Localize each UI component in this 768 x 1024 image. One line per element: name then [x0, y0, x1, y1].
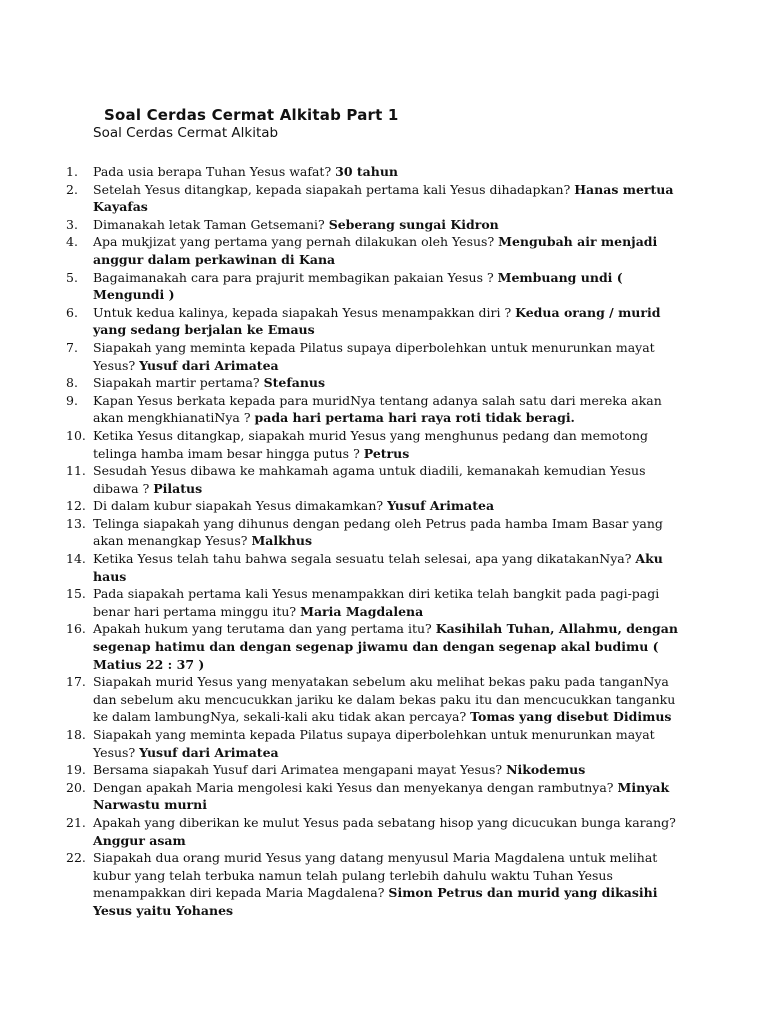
question-item: [66, 497, 686, 515]
document-subtitle: Soal Cerdas Cermat Alkitab: [93, 125, 279, 141]
question-item: [66, 163, 686, 181]
question-body: [93, 374, 686, 392]
question-item: [66, 181, 686, 216]
answer-text: Anggur asam: [93, 832, 186, 848]
question-number: 3.: [66, 216, 78, 232]
question-number: 21.: [66, 814, 86, 830]
answer-text: Stefanus: [263, 375, 326, 391]
question-text: Siapakah dua orang murid Yesus yang datang menyusul Maria Magdalena untuk melihat kubur yang telah terbuka namun telah pulang terlebih dahulu waktu Tuhan Yesus menampakkan diri kepada Maria Magdalena?: [93, 850, 658, 901]
question-text: Bagaimanakah cara para prajurit membagikan pakaian Yesus ?: [93, 269, 498, 285]
question-number: 17.: [66, 674, 86, 690]
question-item: [66, 392, 686, 427]
answer-text: Hanas mertua Kayafas: [93, 181, 674, 215]
question-number: 18.: [66, 727, 86, 742]
answer-text: Seberang sungai Kidron: [328, 216, 499, 232]
question-item: [66, 849, 686, 919]
question-body: [93, 163, 686, 181]
question-number: 9.: [66, 392, 78, 408]
question-text: Bersama siapakah Yusuf dari Arimatea mengapani mayat Yesus?: [93, 762, 507, 778]
answer-text: 30 tahun: [335, 164, 399, 179]
document-title: Soal Cerdas Cermat Alkitab Part 1: [104, 106, 399, 124]
question-item: [66, 620, 686, 673]
answer-text: pada hari pertama hari raya roti tidak beragi.: [254, 410, 575, 426]
question-text: Di dalam kubur siapakah Yesus dimakamkan?: [93, 498, 388, 514]
question-text: Setelah Yesus ditangkap, kepada siapakah pertama kali Yesus dihadapkan?: [93, 181, 575, 197]
question-text: Pada siapakah pertama kali Yesus menampakkan diri ketika telah bangkit pada pagi-pagi benar hari pertama minggu itu?: [93, 586, 660, 619]
question-text: Dimanakah letak Taman Getsemani?: [93, 216, 329, 232]
question-number: 12.: [66, 498, 86, 514]
question-number: 5.: [66, 269, 78, 285]
question-body: [93, 392, 686, 427]
question-number: 20.: [66, 779, 86, 795]
question-item: [66, 339, 686, 374]
question-body: [93, 849, 686, 919]
question-body: [93, 814, 686, 849]
answer-text: Yusuf dari Arimatea: [139, 744, 279, 760]
question-number: 11.: [66, 463, 86, 479]
question-text: Apakah yang diberikan ke mulut Yesus pada sebatang hisop yang dicucukan bunga karang?: [93, 814, 676, 830]
question-number: 16.: [66, 621, 86, 637]
question-text: Telinga siapakah yang dihunus dengan pedang oleh Petrus pada hamba Imam Basar yang akan menangkap Yesus?: [93, 515, 663, 549]
question-body: [93, 779, 686, 814]
question-body: [93, 269, 686, 304]
answer-text: Malkhus: [251, 533, 312, 549]
answer-text: Nikodemus: [506, 762, 586, 778]
question-body: [93, 515, 686, 550]
question-body: [93, 427, 686, 462]
question-body: [93, 497, 686, 515]
question-item: [66, 814, 686, 849]
question-body: [93, 726, 686, 761]
question-text: Siapakah yang meminta kepada Pilatus supaya diperbolehkan untuk menurunkan mayat Yesus?: [93, 339, 655, 373]
question-body: [93, 339, 686, 374]
question-text: Siapakah murid Yesus yang menyatakan sebelum aku melihat bekas paku pada tanganNya dan sebelum aku mencucukkan jariku ke dalam bekas paku itu dan mencucukkan tanganku ke dalam lambungNya, sekali-kali aku tidak akan percaya?: [93, 674, 676, 725]
question-item: [66, 585, 686, 620]
question-body: [93, 673, 686, 726]
question-item: [66, 673, 686, 726]
answer-text: Kedua orang / murid yang sedang berjalan ke Emaus: [93, 304, 661, 338]
question-item: [66, 550, 686, 585]
question-number: 6.: [66, 304, 78, 320]
question-body: [93, 620, 686, 673]
question-number: 4.: [66, 234, 78, 250]
question-item: [66, 779, 686, 814]
question-body: [93, 304, 686, 339]
question-item: [66, 374, 686, 392]
question-number: 13.: [66, 515, 86, 531]
question-item: [66, 515, 686, 550]
question-text: Ketika Yesus ditangkap, siapakah murid Yesus yang menghunus pedang dan memotong telinga hamba imam besar hingga putus ?: [93, 427, 648, 461]
question-item: [66, 269, 686, 304]
answer-text: Petrus: [363, 445, 410, 461]
question-text: Kapan Yesus berkata kepada para muridNya tentang adanya salah satu dari mereka akan akan mengkhianatiNya ?: [93, 392, 662, 426]
question-item: [66, 726, 686, 761]
question-text: Dengan apakah Maria mengolesi kaki Yesus dan menyekanya dengan rambutnya?: [93, 779, 618, 795]
question-text: Sesudah Yesus dibawa ke mahkamah agama untuk diadili, kemanakah kemudian Yesus dibawa ?: [93, 463, 646, 496]
answer-text: Minyak Narwastu murni: [93, 779, 670, 813]
question-body: [93, 550, 686, 585]
question-body: [93, 761, 686, 779]
question-number: 2.: [66, 181, 78, 197]
question-number: 15.: [66, 586, 86, 602]
question-item: [66, 761, 686, 779]
question-text: Untuk kedua kalinya, kepada siapakah Yesus menampakkan diri ?: [93, 304, 516, 320]
question-number: 10.: [66, 427, 86, 443]
question-item: [66, 233, 686, 268]
question-number: 22.: [66, 850, 86, 866]
question-body: [93, 233, 686, 268]
answer-text: Yusuf Arimatea: [387, 498, 495, 514]
question-text: Siapakah martir pertama?: [93, 375, 264, 391]
question-number: 1.: [66, 164, 78, 179]
question-number: 7.: [66, 339, 78, 355]
question-number: 19.: [66, 762, 86, 778]
answer-text: Pilatus: [153, 480, 203, 496]
question-text: Siapakah yang meminta kepada Pilatus supaya diperbolehkan untuk menurunkan mayat Yesus?: [93, 727, 655, 760]
question-body: [93, 216, 686, 234]
question-item: [66, 462, 686, 497]
question-number: 14.: [66, 551, 86, 567]
answer-text: Membuang undi ( Mengundi ): [93, 269, 623, 303]
answer-text: Kasihilah Tuhan, Allahmu, dengan segenap hatimu dan dengan segenap jiwamu dan dengan segenap akal budimu ( Matius 22 : 37 ): [93, 621, 678, 672]
question-number: 8.: [66, 375, 78, 391]
question-text: Apa mukjizat yang pertama yang pernah dilakukan oleh Yesus?: [93, 234, 499, 250]
answer-text: Mengubah air menjadi anggur dalam perkawinan di Kana: [93, 234, 658, 267]
question-item: [66, 216, 686, 234]
answer-text: Yusuf dari Arimatea: [139, 357, 279, 373]
question-text: Apakah hukum yang terutama dan yang pertama itu?: [93, 621, 436, 637]
answer-text: Maria Magdalena: [300, 603, 424, 619]
question-list: [66, 163, 686, 920]
answer-text: Aku haus: [93, 551, 663, 584]
question-item: [66, 427, 686, 462]
answer-text: Simon Petrus dan murid yang dikasihi Yesus yaitu Yohanes: [93, 885, 658, 918]
answer-text: Tomas yang disebut Didimus: [470, 709, 672, 725]
question-text: Ketika Yesus telah tahu bahwa segala sesuatu telah selesai, apa yang dikatakanNya?: [93, 551, 636, 567]
question-body: [93, 462, 686, 497]
question-body: [93, 585, 686, 620]
question-item: [66, 304, 686, 339]
question-text: Pada usia berapa Tuhan Yesus wafat?: [93, 164, 336, 179]
question-body: [93, 181, 686, 216]
